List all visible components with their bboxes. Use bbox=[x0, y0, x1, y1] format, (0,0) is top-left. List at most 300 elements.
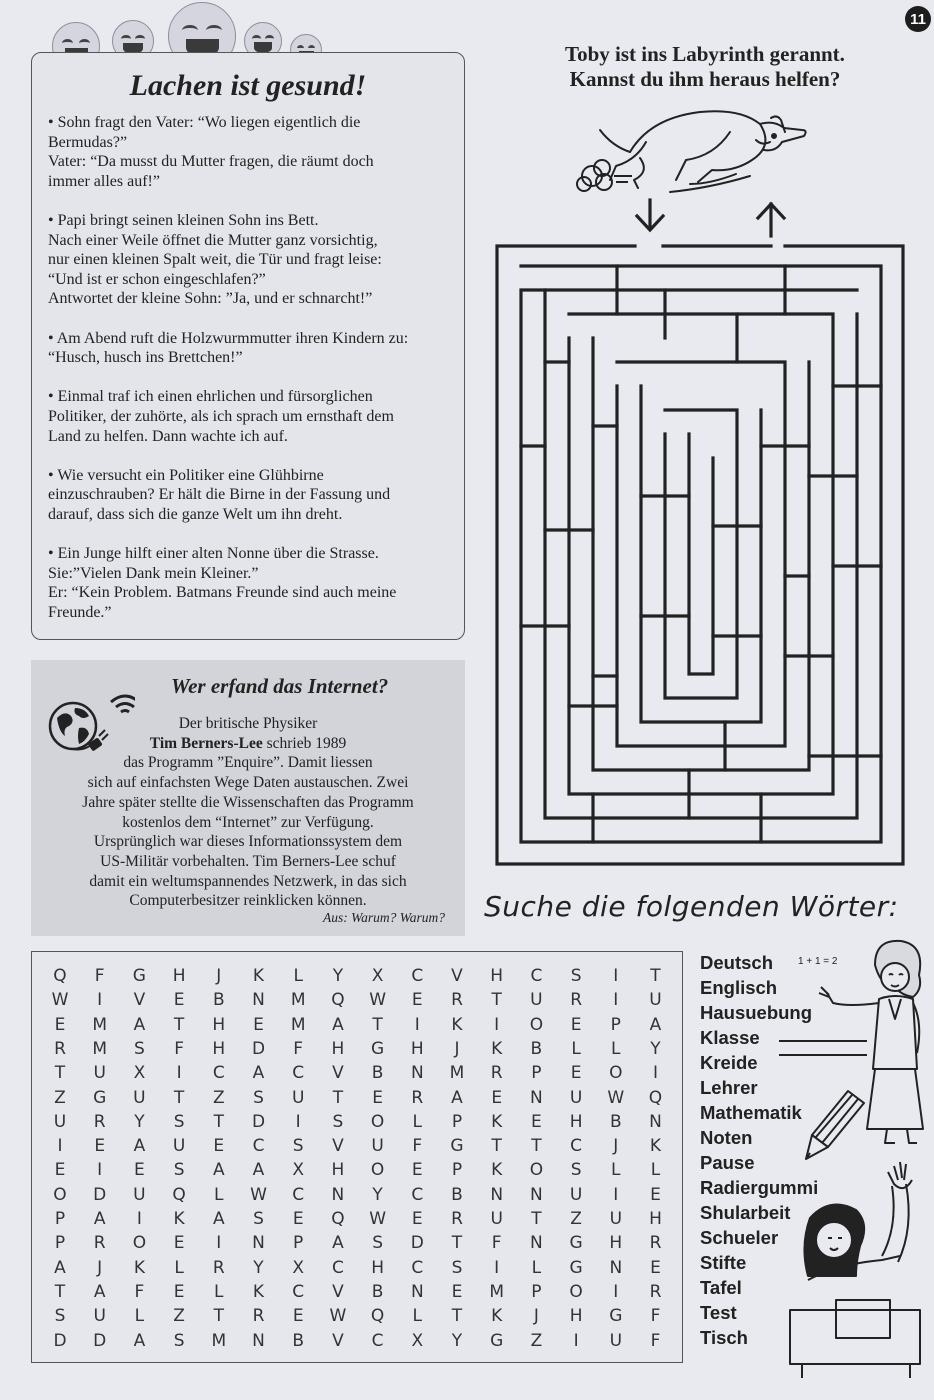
grid-letter: G bbox=[450, 1136, 464, 1157]
grid-letter: I bbox=[176, 1063, 182, 1084]
grid-letter: E bbox=[491, 1087, 503, 1108]
maze-title bbox=[480, 42, 930, 92]
internet-line: kostenlos dem “Internet” zur Verfügung. bbox=[122, 813, 374, 831]
joke-line: • Sohn fragt den Vater: “Wo liegen eigentlich die bbox=[48, 114, 361, 131]
internet-source: Aus: Warum? Warum? bbox=[322, 910, 445, 925]
grid-letter: G bbox=[609, 1306, 623, 1327]
grid-letter: F bbox=[174, 1038, 184, 1059]
grid-letter: D bbox=[53, 1330, 67, 1351]
grid-letter: P bbox=[451, 1160, 463, 1181]
joke-line: nur einen kleinen Spalt weit, die Tür und fragt leise: bbox=[48, 251, 382, 269]
grid-letter: P bbox=[54, 1233, 66, 1254]
grid-letter: H bbox=[331, 1160, 345, 1181]
inventor-name: Tim Berners-Lee bbox=[149, 734, 263, 752]
grid-letter: K bbox=[491, 1160, 503, 1181]
grid-letter: S bbox=[332, 1111, 344, 1132]
student-raising-hand-illustration bbox=[780, 1160, 930, 1380]
grid-letter: C bbox=[530, 966, 543, 986]
grid-letter: T bbox=[531, 1136, 542, 1157]
grid-letter: L bbox=[571, 1038, 581, 1059]
grid-letter: Q bbox=[331, 1209, 345, 1229]
grid-row bbox=[32, 1063, 682, 1087]
internet-line: das Programm ”Enquire”. Damit liessen bbox=[123, 754, 373, 772]
joke-line: Bermudas?” bbox=[48, 133, 128, 151]
grid-letter: R bbox=[451, 1209, 463, 1229]
joke-paragraph bbox=[48, 466, 454, 525]
grid-letter: R bbox=[451, 990, 463, 1011]
grid-letter: R bbox=[649, 1233, 662, 1254]
grid-letter: E bbox=[570, 1014, 582, 1035]
grid-letter: I bbox=[414, 1014, 420, 1035]
internet-line: Jahre später stellte die Wissenschaften das Programm bbox=[82, 793, 414, 811]
grid-letter: B bbox=[530, 1038, 543, 1059]
grid-letter: R bbox=[93, 1233, 106, 1254]
grid-letter: X bbox=[292, 1257, 305, 1278]
grid-letter: E bbox=[531, 1111, 542, 1132]
grid-letter: I bbox=[97, 990, 103, 1011]
grid-letter: Y bbox=[372, 1184, 383, 1205]
grid-letter: X bbox=[133, 1063, 146, 1084]
grid-row bbox=[32, 1136, 682, 1160]
grid-letter: N bbox=[490, 1184, 504, 1205]
grid-letter: X bbox=[371, 966, 384, 986]
grid-letter: D bbox=[93, 1330, 107, 1351]
joke-line: immer alles auf!” bbox=[48, 172, 160, 190]
grid-letter: C bbox=[212, 1063, 225, 1084]
grid-row bbox=[32, 990, 682, 1014]
grid-letter: E bbox=[54, 1014, 66, 1035]
grid-row bbox=[32, 1088, 682, 1112]
internet-line: Ursprünglich war dieses Informationssystem dem bbox=[93, 833, 403, 851]
grid-letter: H bbox=[569, 1306, 583, 1327]
joke-line: Vater: “Da musst du Mutter fragen, die räumt doch bbox=[48, 153, 374, 171]
grid-letter: O bbox=[132, 1233, 147, 1254]
grid-letter: A bbox=[252, 1063, 265, 1084]
grid-letter: U bbox=[609, 1209, 623, 1229]
grid-letter: L bbox=[214, 1184, 224, 1205]
grid-letter: J bbox=[216, 966, 222, 986]
internet-line-rest: schrieb 1989 bbox=[262, 734, 347, 752]
grid-letter: A bbox=[649, 1014, 662, 1035]
grid-letter: O bbox=[53, 1184, 67, 1205]
word-list-item: Test bbox=[700, 1302, 737, 1323]
grid-row bbox=[32, 1039, 682, 1063]
grid-letter: P bbox=[610, 1014, 621, 1035]
grid-letter: O bbox=[370, 1111, 385, 1132]
grid-letter: T bbox=[213, 1111, 224, 1132]
grid-letter: N bbox=[331, 1184, 345, 1205]
grid-letter: I bbox=[57, 1136, 63, 1157]
joke-paragraph bbox=[48, 387, 454, 446]
grid-letter: L bbox=[134, 1306, 145, 1327]
grid-letter: Y bbox=[253, 1257, 264, 1278]
grid-letter: S bbox=[570, 1160, 582, 1181]
grid-letter: Q bbox=[172, 1184, 186, 1205]
grid-letter: C bbox=[252, 1136, 265, 1157]
joke-line: Antwortet der kleine Sohn: ”Ja, und er schnarcht!” bbox=[48, 290, 373, 308]
grid-letter: J bbox=[613, 1136, 619, 1157]
grid-letter: W bbox=[250, 1184, 267, 1205]
grid-letter: G bbox=[569, 1233, 583, 1254]
grid-letter: S bbox=[173, 1111, 185, 1132]
grid-letter: R bbox=[212, 1257, 225, 1278]
grid-letter: U bbox=[93, 1063, 106, 1084]
grid-letter: W bbox=[607, 1087, 625, 1108]
grid-letter: T bbox=[332, 1087, 344, 1108]
pencil-icon bbox=[800, 1085, 870, 1165]
grid-letter: O bbox=[569, 1281, 583, 1302]
grid-letter: K bbox=[451, 1014, 463, 1035]
grid-letter: B bbox=[371, 1281, 384, 1302]
grid-letter: A bbox=[93, 1209, 106, 1229]
maze bbox=[485, 196, 915, 870]
running-dog-illustration bbox=[570, 92, 840, 200]
grid-row bbox=[32, 966, 682, 990]
grid-letter: I bbox=[613, 990, 619, 1011]
grid-letter: V bbox=[332, 1281, 344, 1302]
word-list-item: Englisch bbox=[700, 977, 778, 998]
grid-letter: E bbox=[173, 990, 185, 1011]
math-note: 1 + 1 = 2 bbox=[798, 956, 838, 967]
joke-line: • Einmal traf ich einen ehrlichen und fürsorglichen bbox=[48, 388, 373, 406]
grid-letter: F bbox=[650, 1306, 661, 1327]
grid-letter: X bbox=[411, 1330, 424, 1351]
grid-letter: U bbox=[649, 990, 662, 1011]
grid-letter: K bbox=[491, 1111, 503, 1132]
wordsearch-grid bbox=[31, 951, 683, 1363]
grid-letter: E bbox=[173, 1281, 185, 1302]
grid-letter: N bbox=[252, 1330, 265, 1351]
grid-letter: T bbox=[451, 1233, 463, 1254]
grid-letter: F bbox=[293, 1038, 304, 1059]
grid-letter: H bbox=[371, 1257, 384, 1278]
joke-paragraph bbox=[48, 211, 454, 309]
grid-letter: D bbox=[251, 1038, 266, 1059]
grid-letter: L bbox=[293, 966, 303, 986]
grid-letter: F bbox=[134, 1281, 145, 1302]
grid-letter: F bbox=[94, 966, 105, 986]
grid-letter: M bbox=[211, 1330, 227, 1351]
grid-letter: S bbox=[253, 1087, 264, 1108]
jokes-list bbox=[48, 113, 454, 642]
grid-letter: T bbox=[173, 1087, 185, 1108]
grid-row bbox=[32, 1233, 682, 1257]
grid-letter: I bbox=[613, 1184, 619, 1205]
grid-letter: G bbox=[371, 1038, 385, 1059]
grid-letter: B bbox=[371, 1063, 384, 1084]
word-list-item: Hausuebung bbox=[700, 1002, 813, 1023]
grid-letter: A bbox=[332, 1014, 344, 1035]
grid-letter: S bbox=[253, 1209, 264, 1229]
grid-letter: N bbox=[609, 1257, 623, 1278]
joke-paragraph bbox=[48, 113, 454, 191]
internet-title: Wer erfand das Internet? bbox=[171, 674, 389, 698]
grid-letter: B bbox=[451, 1184, 463, 1205]
grid-letter: C bbox=[292, 1063, 305, 1084]
grid-letter: E bbox=[650, 1184, 661, 1205]
word-list-item: Lehrer bbox=[700, 1077, 758, 1098]
grid-letter: R bbox=[649, 1281, 662, 1302]
grid-letter: R bbox=[490, 1063, 503, 1084]
grid-letter: C bbox=[411, 1184, 424, 1205]
grid-letter: R bbox=[570, 990, 582, 1011]
internet-info-box bbox=[31, 660, 465, 936]
grid-letter: V bbox=[451, 966, 463, 986]
grid-letter: K bbox=[491, 1038, 503, 1059]
grid-letter: T bbox=[213, 1306, 224, 1327]
grid-row bbox=[32, 1282, 682, 1306]
grid-letter: C bbox=[292, 1281, 305, 1302]
grid-letter: U bbox=[53, 1111, 67, 1132]
grid-letter: K bbox=[252, 966, 265, 986]
grid-letter: G bbox=[569, 1257, 583, 1278]
grid-letter: L bbox=[531, 1257, 542, 1278]
joke-paragraph bbox=[48, 544, 454, 622]
grid-letter: T bbox=[451, 1306, 463, 1327]
grid-letter: M bbox=[489, 1281, 505, 1302]
grid-row bbox=[32, 1112, 682, 1136]
grid-letter: L bbox=[174, 1257, 184, 1278]
grid-letter: C bbox=[371, 1330, 384, 1351]
grid-letter: A bbox=[133, 1014, 146, 1035]
word-list-item: Tisch bbox=[700, 1327, 748, 1348]
grid-letter: K bbox=[649, 1136, 662, 1157]
grid-letter: H bbox=[212, 1014, 226, 1035]
grid-letter: A bbox=[332, 1233, 344, 1254]
grid-letter: C bbox=[411, 966, 424, 986]
grid-letter: N bbox=[252, 1233, 265, 1254]
grid-letter: H bbox=[331, 1038, 345, 1059]
grid-letter: Y bbox=[332, 966, 344, 986]
grid-letter: P bbox=[293, 1233, 304, 1254]
grid-letter: A bbox=[54, 1257, 66, 1278]
grid-letter: M bbox=[92, 1038, 108, 1059]
grid-letter: W bbox=[369, 990, 386, 1011]
grid-letter: N bbox=[530, 1184, 543, 1205]
grid-letter: P bbox=[451, 1111, 463, 1132]
grid-letter: X bbox=[292, 1160, 305, 1181]
word-list-item: Radiergummi bbox=[700, 1177, 819, 1198]
word-list-item: Schueler bbox=[700, 1227, 779, 1248]
word-list-item: Pause bbox=[700, 1152, 755, 1173]
maze-wall bbox=[689, 434, 713, 674]
grid-letter: K bbox=[173, 1209, 185, 1229]
grid-letter: P bbox=[54, 1209, 66, 1229]
joke-line: • Am Abend ruft die Holzwurmmutter ihren Kindern zu: bbox=[48, 329, 409, 347]
word-list-item: Kreide bbox=[700, 1052, 758, 1073]
grid-letter: E bbox=[54, 1160, 66, 1181]
grid-letter: S bbox=[173, 1160, 185, 1181]
grid-letter: Z bbox=[570, 1209, 582, 1229]
internet-text bbox=[39, 714, 457, 911]
grid-letter: E bbox=[570, 1063, 582, 1084]
grid-letter: W bbox=[329, 1306, 347, 1327]
grid-letter: Z bbox=[173, 1306, 185, 1327]
grid-letter: U bbox=[569, 1087, 583, 1108]
grid-letter: T bbox=[173, 1014, 185, 1035]
grid-letter: L bbox=[412, 1111, 423, 1132]
grid-letter: L bbox=[611, 1160, 621, 1181]
grid-letter: U bbox=[530, 990, 543, 1011]
grid-row bbox=[32, 1331, 682, 1355]
grid-letter: T bbox=[650, 966, 661, 986]
grid-letter: A bbox=[133, 1136, 146, 1157]
grid-letter: B bbox=[292, 1330, 305, 1351]
grid-letter: A bbox=[212, 1209, 225, 1229]
grid-letter: C bbox=[292, 1184, 305, 1205]
grid-letter: K bbox=[252, 1281, 265, 1302]
joke-line: • Papi bringt seinen kleinen Sohn ins Bett. bbox=[48, 211, 319, 229]
grid-letter: I bbox=[97, 1160, 103, 1181]
grid-letter: D bbox=[93, 1184, 107, 1205]
grid-letter: A bbox=[212, 1160, 225, 1181]
grid-letter: S bbox=[570, 966, 582, 986]
grid-letter: C bbox=[411, 1257, 424, 1278]
joke-line: Sie:”Vielen Dank mein Kleiner.” bbox=[48, 564, 259, 582]
word-list-item: Tafel bbox=[700, 1277, 742, 1298]
word-list-item: Stifte bbox=[700, 1252, 747, 1273]
grid-letter: T bbox=[531, 1209, 542, 1229]
grid-letter: S bbox=[292, 1136, 304, 1157]
joke-line: Freunde.” bbox=[48, 603, 112, 621]
grid-letter: L bbox=[214, 1281, 224, 1302]
grid-letter: M bbox=[92, 1014, 108, 1035]
grid-letter: U bbox=[133, 1087, 146, 1108]
grid-letter: K bbox=[133, 1257, 145, 1278]
grid-letter: T bbox=[491, 990, 502, 1011]
grid-letter: E bbox=[94, 1136, 106, 1157]
grid-letter: M bbox=[290, 1014, 306, 1035]
grid-letter: W bbox=[369, 1209, 386, 1229]
grid-letter: E bbox=[213, 1136, 225, 1157]
grid-letter: U bbox=[609, 1330, 623, 1351]
grid-letter: N bbox=[530, 1233, 543, 1254]
grid-letter: V bbox=[332, 1330, 344, 1351]
jokes-title: Lachen ist gesund! bbox=[129, 69, 367, 102]
grid-letter: H bbox=[172, 966, 186, 986]
grid-letter: W bbox=[51, 990, 69, 1011]
grid-letter: C bbox=[570, 1136, 583, 1157]
grid-row bbox=[32, 1015, 682, 1039]
grid-letter: E bbox=[411, 990, 423, 1011]
grid-letter: J bbox=[97, 1257, 103, 1278]
joke-line: Nach einer Weile öffnet die Mutter ganz vorsichtig, bbox=[48, 231, 378, 249]
grid-letter: I bbox=[613, 1281, 619, 1302]
grid-letter: H bbox=[490, 966, 504, 986]
grid-row bbox=[32, 1185, 682, 1209]
jokes-box bbox=[31, 52, 465, 640]
grid-letter: A bbox=[133, 1330, 146, 1351]
page-number-badge: 11 bbox=[905, 6, 931, 32]
grid-letter: B bbox=[609, 1111, 622, 1132]
grid-letter: T bbox=[372, 1014, 383, 1035]
grid-letter: Y bbox=[134, 1111, 145, 1132]
grid-letter: Y bbox=[451, 1330, 463, 1351]
grid-letter: O bbox=[529, 1160, 544, 1181]
grid-letter: F bbox=[491, 1233, 502, 1254]
joke-line: • Ein Junge hilft einer alten Nonne über die Strasse. bbox=[48, 545, 379, 563]
grid-letter: I bbox=[652, 1063, 658, 1084]
grid-letter: E bbox=[411, 1209, 423, 1229]
grid-letter: O bbox=[609, 1063, 623, 1084]
grid-letter: L bbox=[412, 1306, 423, 1327]
grid-letter: S bbox=[372, 1233, 383, 1254]
grid-letter: E bbox=[292, 1306, 304, 1327]
grid-letter: A bbox=[451, 1087, 463, 1108]
grid-letter: N bbox=[252, 990, 265, 1011]
maze-title-line: Toby ist ins Labyrinth gerannt. bbox=[565, 42, 845, 66]
grid-letter: I bbox=[573, 1330, 579, 1351]
grid-letter: U bbox=[291, 1087, 305, 1108]
grid-letter: M bbox=[449, 1063, 465, 1084]
grid-letter: P bbox=[531, 1063, 542, 1084]
grid-letter: O bbox=[529, 1014, 544, 1035]
grid-letter: Z bbox=[530, 1330, 543, 1351]
grid-letter: R bbox=[93, 1111, 106, 1132]
grid-letter: J bbox=[533, 1306, 539, 1327]
grid-letter: U bbox=[93, 1306, 106, 1327]
joke-line: Politiker, der zuhörte, als ich sprach um ernsthaft dem bbox=[48, 407, 394, 425]
grid-letter: E bbox=[451, 1281, 463, 1302]
joke-line: Er: “Kein Problem. Batmans Freunde sind auch meine bbox=[48, 584, 397, 602]
grid-letter: H bbox=[569, 1111, 583, 1132]
grid-letter: Q bbox=[331, 990, 345, 1011]
internet-line bbox=[39, 734, 457, 754]
grid-letter: D bbox=[251, 1111, 266, 1132]
grid-letter: G bbox=[132, 966, 146, 986]
joke-line: • Wie versucht ein Politiker eine Glühbirne bbox=[48, 466, 324, 484]
grid-letter: S bbox=[451, 1257, 463, 1278]
grid-letter: F bbox=[650, 1330, 661, 1351]
joke-line: Land zu helfen. Dann wachte ich auf. bbox=[48, 427, 288, 445]
grid-letter: E bbox=[173, 1233, 185, 1254]
joke-line: darauf, dass sich die ganze Welt um ihn dreht. bbox=[48, 505, 343, 523]
wordsearch-title: Suche die folgenden Wörter: bbox=[484, 890, 899, 923]
grid-letter: N bbox=[410, 1281, 424, 1302]
grid-letter: H bbox=[212, 1038, 226, 1059]
grid-letter: O bbox=[370, 1160, 385, 1181]
grid-letter: I bbox=[136, 1209, 142, 1229]
grid-letter: C bbox=[331, 1257, 344, 1278]
joke-line: “Und ist er schon eingeschlafen?” bbox=[48, 270, 266, 288]
grid-letter: I bbox=[494, 1014, 500, 1035]
grid-letter: T bbox=[491, 1136, 502, 1157]
word-list-item: Klasse bbox=[700, 1027, 760, 1048]
grid-letter: H bbox=[649, 1209, 662, 1229]
grid-letter: J bbox=[454, 1038, 460, 1059]
grid-letter: Q bbox=[648, 1087, 663, 1108]
grid-letter: Z bbox=[212, 1087, 225, 1108]
grid-letter: S bbox=[54, 1306, 66, 1327]
grid-letter: K bbox=[491, 1306, 503, 1327]
maze-wall bbox=[593, 338, 809, 770]
grid-letter: E bbox=[253, 1014, 264, 1035]
grid-letter: R bbox=[54, 1038, 66, 1059]
grid-letter: S bbox=[173, 1330, 185, 1351]
grid-letter: U bbox=[172, 1136, 186, 1157]
maze-wall bbox=[641, 386, 761, 722]
grid-letter: E bbox=[134, 1160, 145, 1181]
grid-letter: E bbox=[372, 1087, 383, 1108]
grid-letter: N bbox=[649, 1111, 662, 1132]
grid-letter: Q bbox=[370, 1306, 385, 1327]
internet-line: Computerbesitzer reinklicken können. bbox=[129, 892, 367, 910]
word-list-item: Shularbeit bbox=[700, 1202, 791, 1223]
grid-letter: N bbox=[410, 1063, 424, 1084]
grid-letter: P bbox=[531, 1281, 542, 1302]
grid-letter: E bbox=[650, 1257, 661, 1278]
word-list-item: Deutsch bbox=[700, 952, 773, 973]
